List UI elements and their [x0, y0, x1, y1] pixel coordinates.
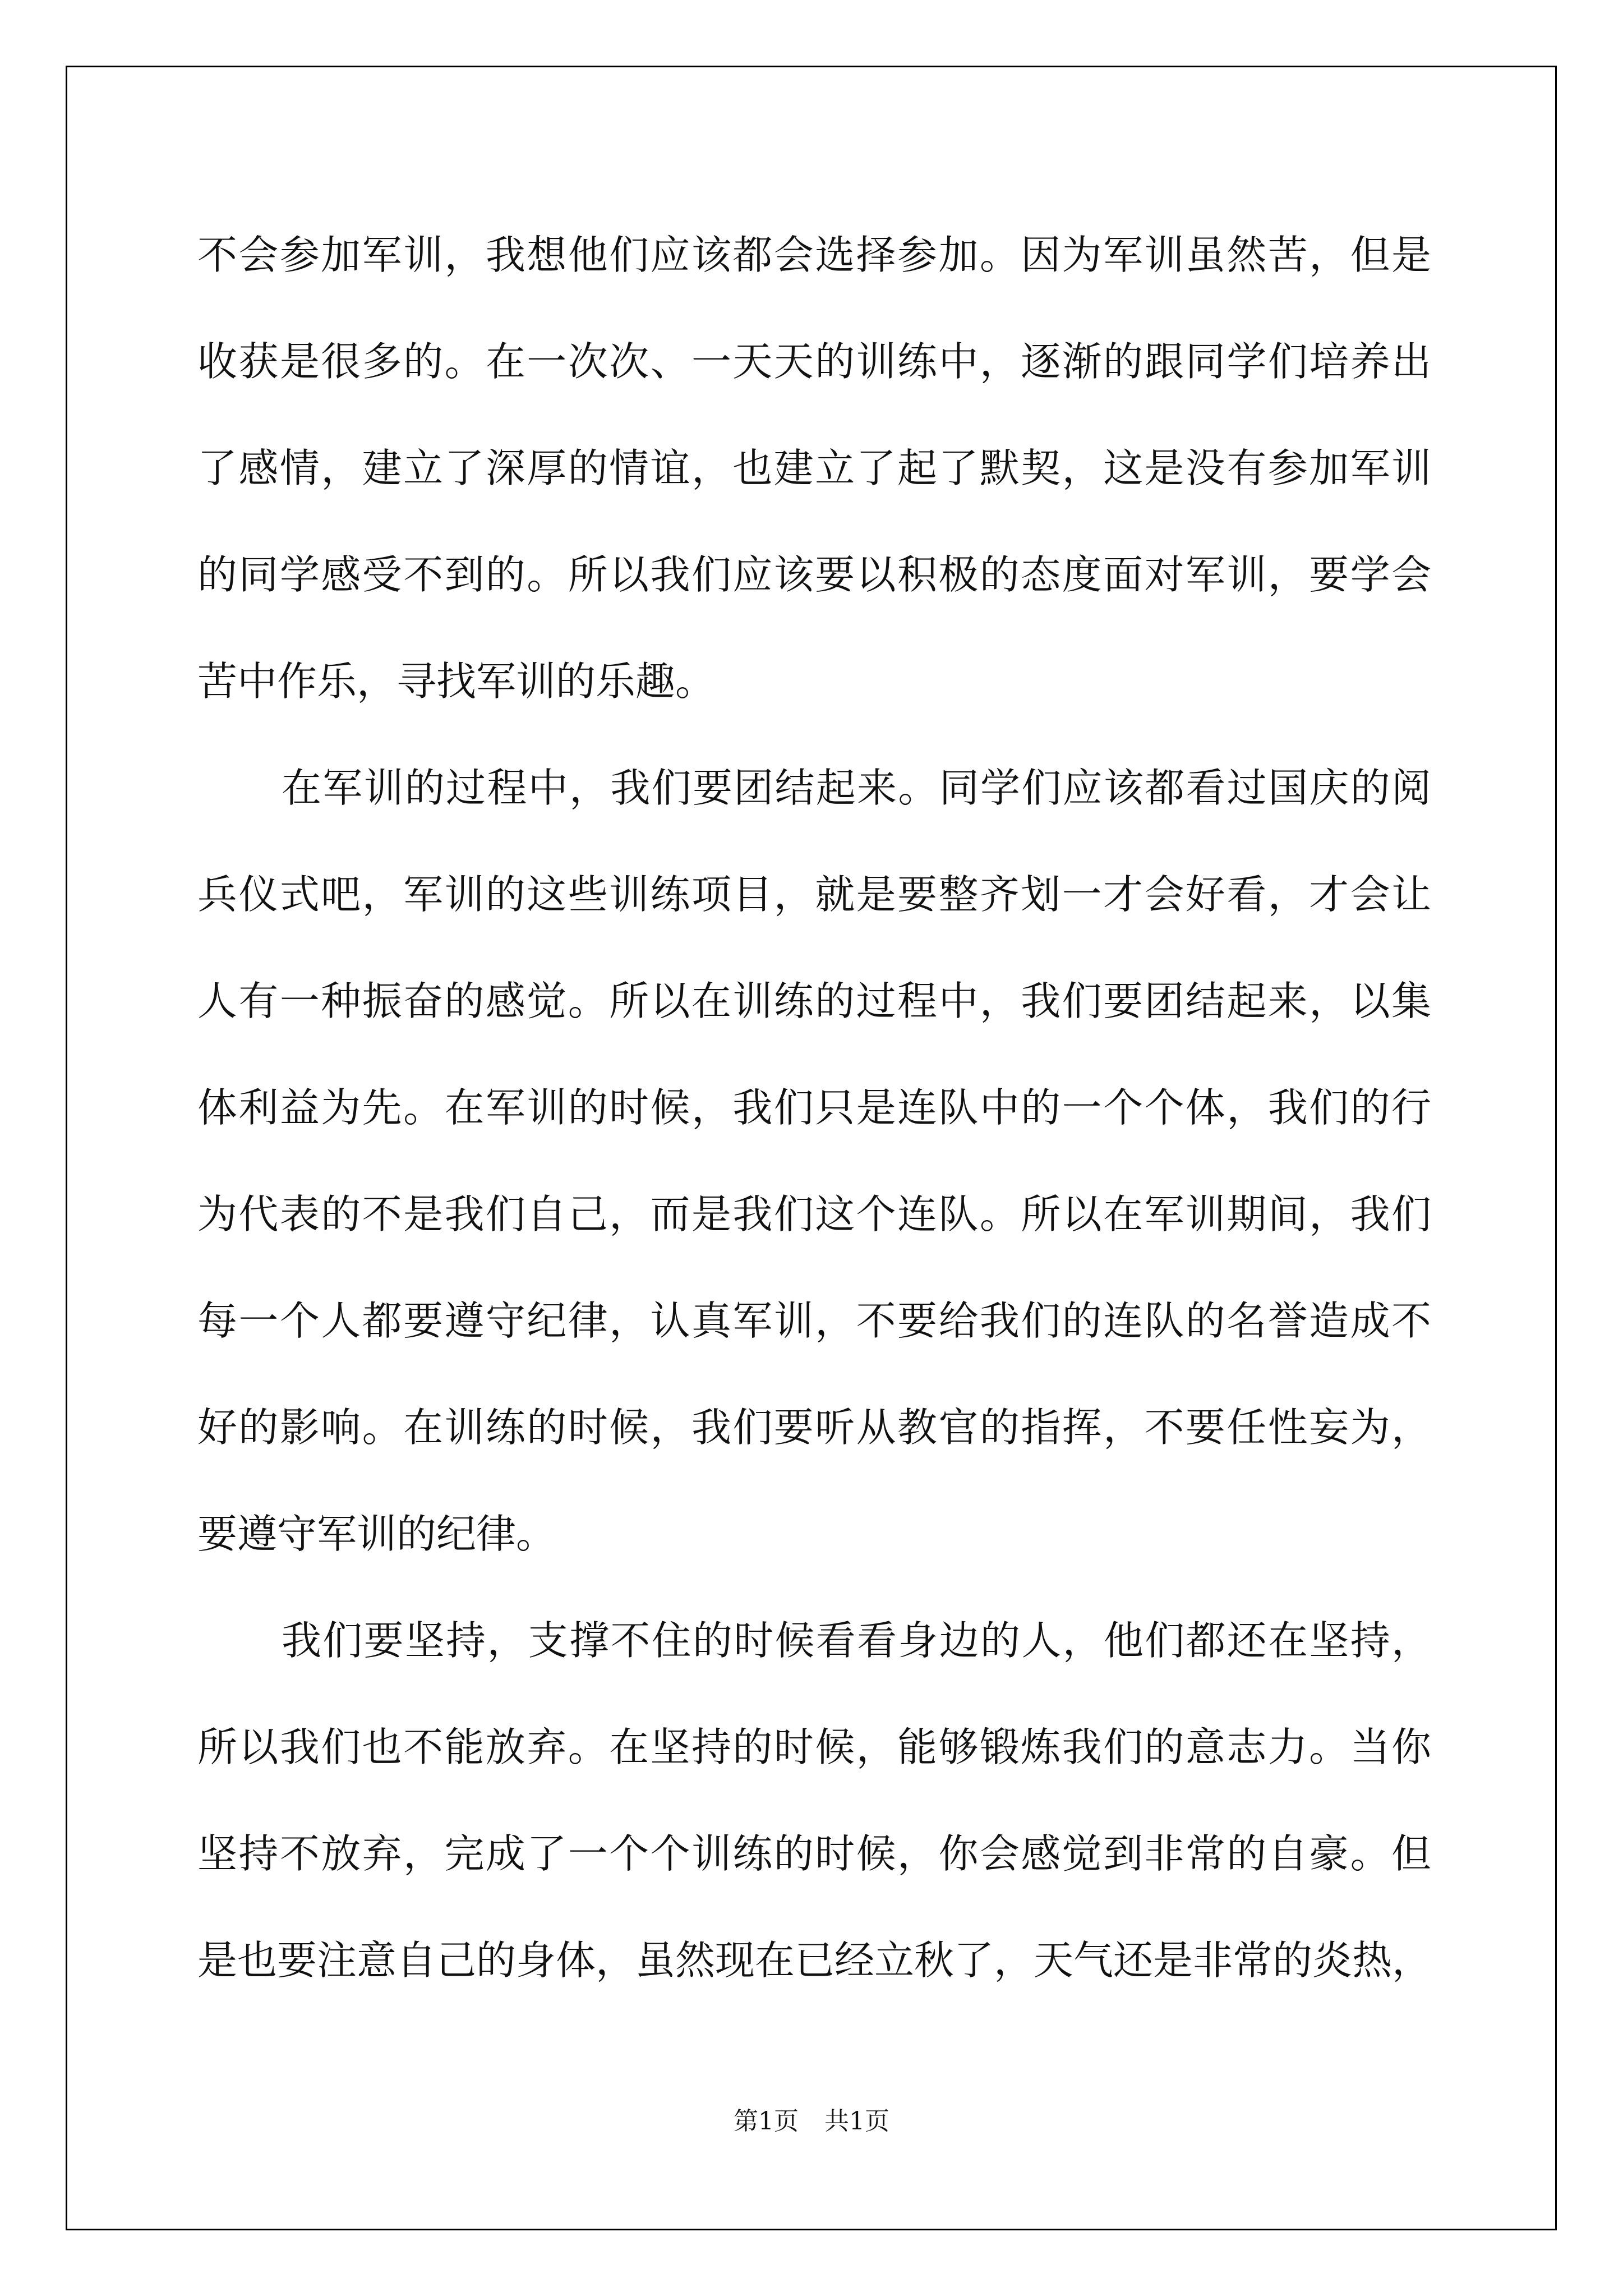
- page-footer: [0, 2101, 1623, 2137]
- text-line: 了感情，建立了深厚的情谊，也建立了起了默契，这是没有参加军训: [197, 445, 1431, 491]
- text-line: 苦中作乐，寻找军训的乐趣。: [197, 658, 716, 705]
- text-line: 是也要注意自己的身体，虽然现在已经立秋了，天气还是非常的炎热，: [197, 1937, 1432, 1984]
- text-line: 人有一种振奋的感觉。所以在训练的过程中，我们要团结起来，以集: [197, 978, 1431, 1024]
- text-line: 坚持不放弃，完成了一个个训练的时候，你会感觉到非常的自豪。但: [197, 1830, 1431, 1877]
- paragraph-1: [197, 202, 1431, 735]
- text-line: 的同学感受不到的。所以我们应该要以积极的态度面对军训，要学会: [197, 551, 1431, 598]
- text-line: 收获是很多的。在一次次、一天天的训练中，逐渐的跟同学们培养出: [197, 338, 1431, 385]
- document-body: [197, 202, 1431, 2014]
- paragraph-2: [197, 735, 1431, 1588]
- text-line: 兵仪式吧，军训的这些训练项目，就是要整齐划一才会好看，才会让: [197, 871, 1431, 918]
- text-line: 体利益为先。在军训的时候，我们只是连队中的一个个体，我们的行: [197, 1084, 1431, 1131]
- text-line: 每一个人都要遵守纪律，认真军训，不要给我们的连队的名誉造成不: [197, 1297, 1431, 1344]
- page-number: 第1页: [734, 2107, 799, 2136]
- text-line: 不会参加军训，我想他们应该都会选择参加。因为军训虽然苦，但是: [197, 232, 1431, 278]
- text-line: 我们要坚持，支撑不住的时候看看身边的人，他们都还在坚持，: [282, 1617, 1431, 1664]
- text-line: 为代表的不是我们自己，而是我们这个连队。所以在军训期间，我们: [197, 1191, 1431, 1237]
- text-line: 所以我们也不能放弃。在坚持的时候，能够锻炼我们的意志力。当你: [197, 1724, 1431, 1770]
- paragraph-3: [197, 1588, 1431, 2014]
- text-line: 在军训的过程中，我们要团结起来。同学们应该都看过国庆的阅: [282, 765, 1431, 811]
- page-total: 共1页: [824, 2107, 889, 2136]
- text-line: 好的影响。在训练的时候，我们要听从教官的指挥，不要任性妄为，: [197, 1404, 1431, 1451]
- text-line: 要遵守军训的纪律。: [197, 1511, 556, 1557]
